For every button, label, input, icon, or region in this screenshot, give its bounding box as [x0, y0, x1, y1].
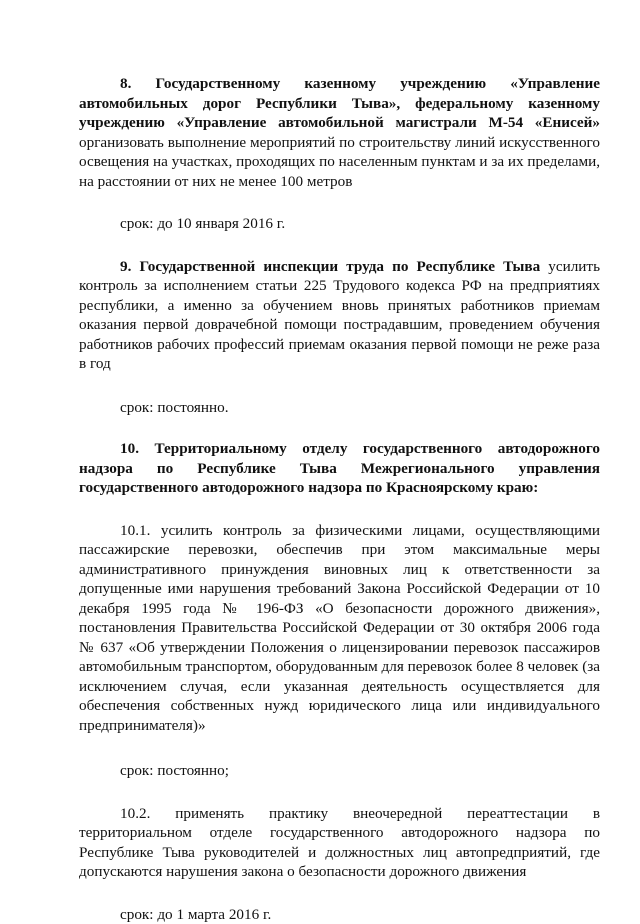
item-10-paragraph — [79, 439, 600, 498]
item-8-paragraph — [79, 74, 600, 191]
item-8-deadline: срок: до 10 января 2016 г. — [79, 214, 600, 234]
item-8-addressee: Государственному казенному учреждению «Управление автомобильных дорог Республики Тыва», федеральному казенному учреждению «Управление автомобильной магистрали М-54 «Енисей» — [79, 75, 600, 131]
item-9-text: усилить контроль за исполнением статьи 225 Трудового кодекса РФ на предприятиях республики, а именно за обучением вновь принятых работников приемам оказания первой доврачебной помощи пострадавшим, проведением обучения работников рабочих профессий приемам оказания первой помощи не реже раза в год — [79, 258, 600, 373]
item-8-number: 8. — [120, 75, 131, 92]
item-8-text: организовать выполнение мероприятий по строительству линий искусственного освещения на участках, проходящих по населенным пунктам и за их пределами, на расстоянии от них не менее 100 метров — [79, 134, 600, 190]
item-9-addressee: Государственной инспекции труда по Республике Тыва — [139, 258, 540, 275]
subitem-10-1-paragraph — [79, 521, 600, 736]
subitem-10-1-number: 10.1. — [120, 522, 150, 539]
item-9-paragraph — [79, 257, 600, 374]
item-9-number: 9. — [120, 258, 131, 275]
subitem-10-2-paragraph — [79, 804, 600, 882]
item-9-deadline: срок: постоянно. — [79, 398, 600, 418]
subitem-10-2-text: применять практику внеочередной переаттестации в территориальном отделе государственного автодорожного надзора по Республике Тыва руководителей и должностных лиц автопредприятий, где допускаются нарушения закона о безопасности дорожного движения — [79, 805, 600, 881]
item-10-number: 10. — [120, 440, 139, 457]
subitem-10-1-deadline: срок: постоянно; — [79, 761, 600, 781]
subitem-10-2-number: 10.2. — [120, 805, 150, 822]
subitem-10-1-text: усилить контроль за физическими лицами, осуществляющими пассажирские перевозки, обеспечив при этом максимальные меры административного принуждения виновных лиц к ответственности за допущенные ими нарушения требований Закона Российской Федерации от 10 декабря 1995 года № 196-ФЗ «О безопасности дорожного движения», постановления Правительства Российской Федерации от 30 октября 2006 года № 637 «Об утверждении Положения о лицензировании перевозок пассажиров автомобильным транспортом, оборудованным для перевозок более 8 человек (за исключением случая, если указанная деятельность осуществляется для обеспечения собственных нужд юридического лица или индивидуального предпринимателя)» — [79, 522, 600, 734]
item-10-addressee: Территориальному отделу государственного автодорожного надзора по Республике Тыва Межрегионального управления государственного автодорожного надзора по Красноярскому краю: — [79, 440, 600, 496]
subitem-10-2-deadline: срок: до 1 марта 2016 г. — [79, 905, 600, 924]
